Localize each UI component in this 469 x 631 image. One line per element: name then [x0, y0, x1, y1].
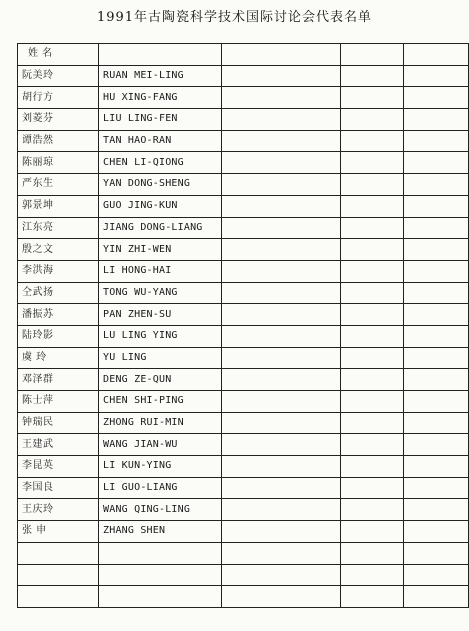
blank-cell [341, 260, 404, 282]
blank-cell [341, 347, 404, 369]
blank-cell [341, 391, 404, 413]
delegate-chinese-name: 江东亮 [18, 217, 99, 239]
delegate-chinese-name: 李洪海 [18, 260, 99, 282]
blank-cell [404, 564, 469, 586]
blank-cell [18, 586, 99, 608]
blank-cell [404, 456, 469, 478]
blank-cell [222, 521, 341, 543]
blank-cell [341, 282, 404, 304]
delegate-chinese-name: 潘振苏 [18, 304, 99, 326]
blank-cell [341, 195, 404, 217]
blank-cell [404, 434, 469, 456]
blank-cell [222, 456, 341, 478]
blank-cell [404, 282, 469, 304]
delegate-chinese-name: 胡行方 [18, 87, 99, 109]
table-row [18, 195, 469, 217]
blank-cell [222, 499, 341, 521]
delegate-chinese-name: 阮美玲 [18, 65, 99, 87]
delegate-roster-table [17, 43, 469, 608]
delegate-chinese-name: 谭浩然 [18, 130, 99, 152]
blank-cell [222, 434, 341, 456]
table-row [18, 477, 469, 499]
table-row [18, 282, 469, 304]
delegate-pinyin-name: YU LING [99, 347, 222, 369]
blank-cell [404, 304, 469, 326]
delegate-pinyin-name: LU LING YING [99, 325, 222, 347]
delegate-chinese-name: 陈丽琼 [18, 152, 99, 174]
blank-cell [404, 130, 469, 152]
table-row [18, 239, 469, 261]
blank-cell [222, 325, 341, 347]
blank-cell [404, 412, 469, 434]
blank-cell [341, 564, 404, 586]
blank-cell [404, 260, 469, 282]
blank-cell [341, 325, 404, 347]
delegate-chinese-name: 邓泽群 [18, 369, 99, 391]
blank-column-header [341, 44, 404, 66]
blank-row [18, 586, 469, 608]
delegate-pinyin-name: TAN HAO-RAN [99, 130, 222, 152]
blank-cell [404, 217, 469, 239]
blank-cell [404, 499, 469, 521]
blank-cell [341, 152, 404, 174]
blank-cell [222, 239, 341, 261]
blank-cell [341, 65, 404, 87]
delegate-pinyin-name: LIU LING-FEN [99, 109, 222, 131]
blank-cell [404, 369, 469, 391]
blank-cell [222, 87, 341, 109]
blank-cell [341, 499, 404, 521]
blank-cell [404, 586, 469, 608]
table-row [18, 217, 469, 239]
blank-cell [404, 174, 469, 196]
delegate-chinese-name: 陈士萍 [18, 391, 99, 413]
delegate-pinyin-name: DENG ZE-QUN [99, 369, 222, 391]
delegate-pinyin-name: GUO JING-KUN [99, 195, 222, 217]
table-row [18, 521, 469, 543]
header-row [18, 44, 469, 66]
table-row [18, 369, 469, 391]
table-row [18, 499, 469, 521]
table-row [18, 174, 469, 196]
table-row [18, 347, 469, 369]
blank-cell [99, 542, 222, 564]
delegate-chinese-name: 郭景坤 [18, 195, 99, 217]
document-title: 1991年古陶瓷科学技术国际讨论会代表名单 [96, 10, 373, 25]
blank-cell [222, 542, 341, 564]
delegate-pinyin-name: WANG JIAN-WU [99, 434, 222, 456]
blank-cell [222, 564, 341, 586]
delegate-chinese-name: 钟瑞民 [18, 412, 99, 434]
blank-cell [404, 477, 469, 499]
table-row [18, 325, 469, 347]
blank-cell [222, 217, 341, 239]
blank-cell [404, 109, 469, 131]
blank-cell [341, 434, 404, 456]
delegate-pinyin-name: CHEN LI-QIONG [99, 152, 222, 174]
delegate-pinyin-name: ZHANG SHEN [99, 521, 222, 543]
roster-body [18, 44, 469, 608]
delegate-pinyin-name: JIANG DONG-LIANG [99, 217, 222, 239]
blank-cell [222, 152, 341, 174]
blank-cell [222, 347, 341, 369]
blank-cell [18, 542, 99, 564]
blank-cell [341, 304, 404, 326]
blank-cell [404, 521, 469, 543]
blank-cell [222, 174, 341, 196]
delegate-pinyin-name: HU XING-FANG [99, 87, 222, 109]
blank-cell [341, 174, 404, 196]
delegate-chinese-name: 王庆玲 [18, 499, 99, 521]
blank-cell [404, 195, 469, 217]
blank-row [18, 564, 469, 586]
delegate-chinese-name: 严东生 [18, 174, 99, 196]
blank-cell [404, 542, 469, 564]
blank-cell [99, 586, 222, 608]
table-row [18, 412, 469, 434]
delegate-chinese-name: 李昆英 [18, 456, 99, 478]
delegate-pinyin-name: PAN ZHEN-SU [99, 304, 222, 326]
delegate-chinese-name: 刘菱芬 [18, 109, 99, 131]
blank-cell [404, 325, 469, 347]
blank-cell [341, 542, 404, 564]
blank-cell [222, 109, 341, 131]
blank-cell [222, 412, 341, 434]
blank-cell [222, 391, 341, 413]
blank-cell [341, 369, 404, 391]
table-row [18, 109, 469, 131]
delegate-pinyin-name: RUAN MEI-LING [99, 65, 222, 87]
blank-cell [404, 239, 469, 261]
table-row [18, 391, 469, 413]
blank-cell [404, 391, 469, 413]
blank-cell [222, 369, 341, 391]
delegate-pinyin-name: TONG WU-YANG [99, 282, 222, 304]
blank-column-header [404, 44, 469, 66]
table-row [18, 87, 469, 109]
delegate-chinese-name: 殷之文 [18, 239, 99, 261]
delegate-chinese-name: 张 申 [18, 521, 99, 543]
blank-cell [18, 564, 99, 586]
blank-cell [404, 87, 469, 109]
blank-row [18, 542, 469, 564]
blank-column-header [222, 44, 341, 66]
delegate-pinyin-name: LI GUO-LIANG [99, 477, 222, 499]
delegate-chinese-name: 虞 玲 [18, 347, 99, 369]
blank-cell [222, 260, 341, 282]
blank-cell [341, 239, 404, 261]
table-row [18, 260, 469, 282]
blank-cell [222, 65, 341, 87]
blank-cell [99, 564, 222, 586]
blank-cell [341, 586, 404, 608]
blank-cell [222, 282, 341, 304]
blank-cell [341, 412, 404, 434]
blank-cell [404, 347, 469, 369]
blank-cell [222, 130, 341, 152]
blank-cell [222, 477, 341, 499]
delegate-pinyin-name: LI KUN-YING [99, 456, 222, 478]
table-row [18, 152, 469, 174]
blank-cell [404, 152, 469, 174]
blank-cell [341, 521, 404, 543]
blank-cell [341, 87, 404, 109]
table-row [18, 434, 469, 456]
pinyin-column-header [99, 44, 222, 66]
delegate-chinese-name: 王建武 [18, 434, 99, 456]
delegate-pinyin-name: ZHONG RUI-MIN [99, 412, 222, 434]
blank-cell [222, 195, 341, 217]
blank-cell [341, 477, 404, 499]
blank-cell [341, 130, 404, 152]
table-row [18, 456, 469, 478]
blank-cell [222, 586, 341, 608]
delegate-chinese-name: 仝武扬 [18, 282, 99, 304]
delegate-pinyin-name: YIN ZHI-WEN [99, 239, 222, 261]
table-row [18, 65, 469, 87]
blank-cell [222, 304, 341, 326]
table-row [18, 130, 469, 152]
delegate-chinese-name: 陆玲影 [18, 325, 99, 347]
blank-cell [341, 109, 404, 131]
blank-cell [404, 65, 469, 87]
blank-cell [341, 456, 404, 478]
delegate-pinyin-name: WANG QING-LING [99, 499, 222, 521]
name-column-header: 姓 名 [18, 44, 99, 66]
delegate-pinyin-name: LI HONG-HAI [99, 260, 222, 282]
table-row [18, 304, 469, 326]
delegate-pinyin-name: CHEN SHI-PING [99, 391, 222, 413]
blank-cell [341, 217, 404, 239]
delegate-pinyin-name: YAN DONG-SHENG [99, 174, 222, 196]
delegate-chinese-name: 李国良 [18, 477, 99, 499]
